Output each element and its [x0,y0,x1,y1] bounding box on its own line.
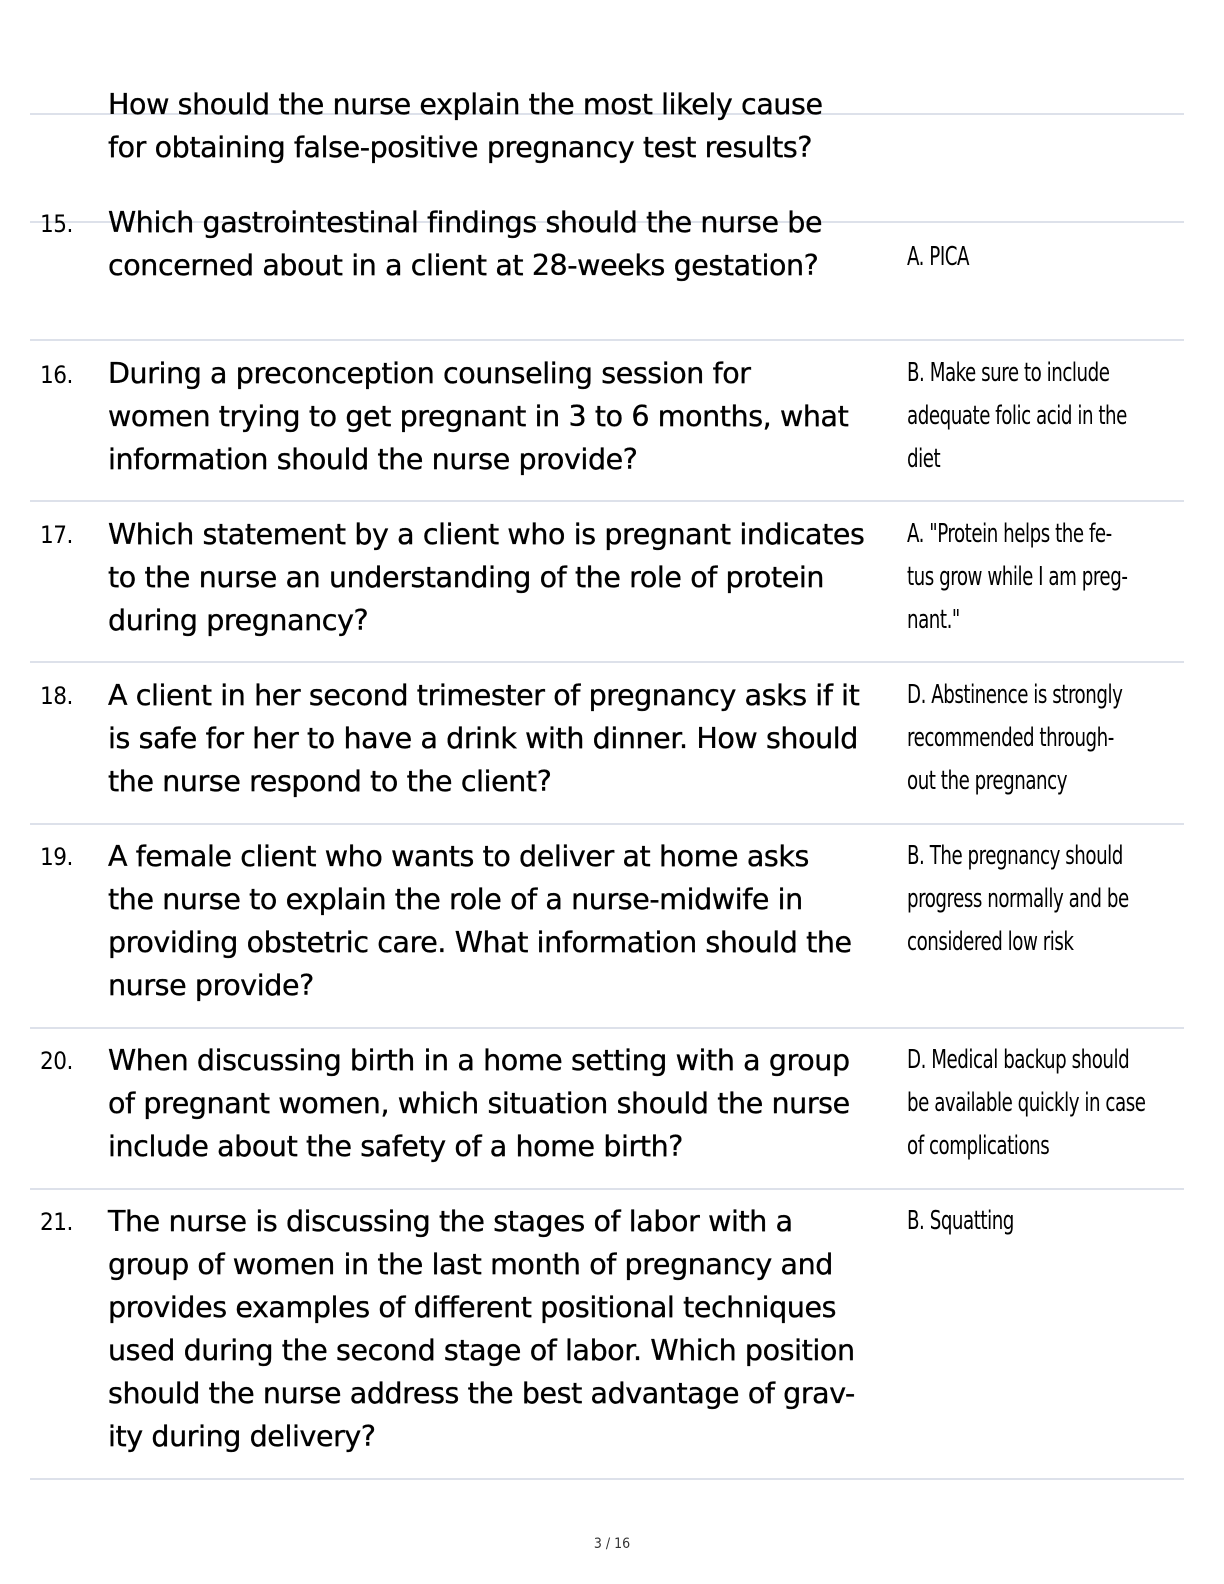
question-text: Which statement by a client who is pregnant indicates to the nurse an understanding of the role of protein during pregnancy? [108,518,865,637]
answer-text: B. The pregnancy should progress normally and be considered low risk [907,841,1129,957]
answer-text: B. Make sure to include adequate folic acid in the diet [907,358,1127,474]
answer-text: D. Medical backup should be available quickly in case of complications [907,1045,1146,1161]
question-number: 20. [40,1047,73,1075]
question-text: A client in her second trimester of pregnancy asks if it is safe for her to have a drink with dinner. How should the nurse respond to the client? [108,679,860,798]
question-number: 17. [40,521,73,549]
page-number: 3 / 16 [593,1536,631,1552]
divider [30,339,1184,341]
question-number: 19. [40,843,73,871]
divider [30,823,1184,825]
question-number: 16. [40,361,73,389]
question-text: The nurse is discussing the stages of labor with a group of women in the last month of pregnancy and provides examples of different positional techniques used during the second stage of labor. Which position should the nurse address the best advantage of grav- ity during delivery? [108,1205,855,1453]
question-text: When discussing birth in a home setting with a group of pregnant women, which situation should the nurse include about the safety of a home birth? [108,1044,850,1163]
question-text: How should the nurse explain the most likely cause for obtaining false-positive pregnancy test results? [108,88,823,164]
answer-text: A. "Protein helps the fe- tus grow while I am preg- nant." [907,519,1128,635]
question-text: A female client who wants to deliver at home asks the nurse to explain the role of a nurse-midwife in providing obstetric care. What information should the nurse provide? [108,840,852,1002]
question-number: 21. [40,1208,73,1236]
question-text: During a preconception counseling session for women trying to get pregnant in 3 to 6 months, what information should the nurse provide? [108,357,849,476]
question-number: 18. [40,682,73,710]
divider [30,1478,1184,1480]
question-text: Which gastrointestinal findings should the nurse be concerned about in a client at 28-weeks gestation? [108,206,823,282]
divider [30,1027,1184,1029]
answer-text: B. Squatting [907,1206,1014,1236]
divider [30,1188,1184,1190]
question-number: 15. [40,210,73,238]
answer-text: A. PICA [907,242,970,272]
answer-text: D. Abstinence is strongly recommended through- out the pregnancy [907,680,1123,796]
divider [30,500,1184,502]
divider [30,661,1184,663]
